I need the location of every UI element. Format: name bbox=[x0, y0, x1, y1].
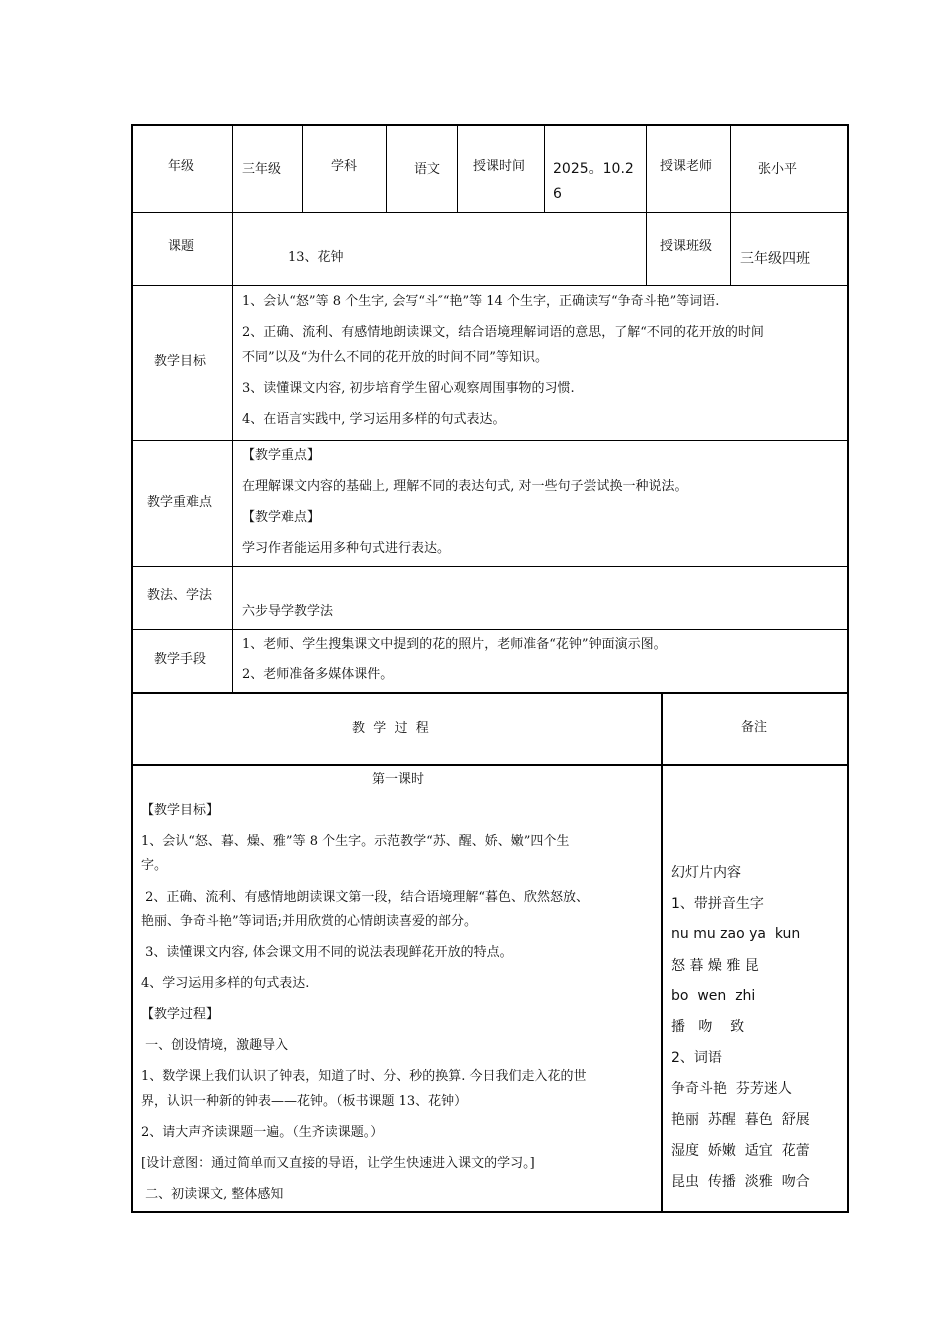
process-line: 艳丽、争奇斗艳”等词语;并用欣赏的心情朗读喜爱的部分。 bbox=[141, 914, 478, 929]
teacher-value: 张小平 bbox=[758, 162, 798, 177]
means-line: 2、老师准备多媒体课件。 bbox=[242, 667, 394, 682]
process-line: 1、数学课上我们认识了钟表，知道了时、分、秒的换算. 今日我们走入花的世 bbox=[141, 1069, 587, 1084]
table-border-left bbox=[131, 124, 133, 1213]
row-divider bbox=[131, 692, 849, 694]
process-line: 3、读懂课文内容, 体会课文用不同的说法表现鲜花开放的特点。 bbox=[141, 945, 513, 960]
remarks-line: 湿度 娇嫩 适宜 花蕾 bbox=[671, 1143, 810, 1159]
remarks-line: bo wen zhi bbox=[671, 988, 756, 1004]
col-divider bbox=[232, 124, 233, 693]
col-divider bbox=[457, 124, 458, 213]
class-label: 授课班级 bbox=[660, 239, 713, 254]
remarks-line: 播 吻 致 bbox=[671, 1019, 745, 1035]
key-points-label: 教学重难点 bbox=[147, 495, 213, 510]
process-line: 字。 bbox=[141, 858, 168, 873]
grade-value: 三年级 bbox=[242, 162, 282, 177]
key-point-line: 【教学重点】 bbox=[242, 448, 321, 463]
time-label: 授课时间 bbox=[473, 159, 526, 174]
process-line: [设计意图：通过简单而又直接的导语，让学生快速进入课文的学习。] bbox=[141, 1156, 535, 1171]
remarks-line: 2、词语 bbox=[671, 1050, 722, 1066]
process-header: 教 学 过 程 bbox=[352, 721, 429, 736]
process-line: 2、正确、流利、有感情地朗读课文第一段，结合语境理解“暮色、欣然怒放、 bbox=[141, 890, 590, 905]
process-line: 1、会认“怒、暮、燥、雅”等 8 个生字。示范教学“苏、醒、娇、嫩”四个生 bbox=[141, 834, 570, 849]
col-divider bbox=[661, 693, 663, 1213]
process-line: 4、学习运用多样的句式表达. bbox=[141, 976, 310, 991]
col-divider bbox=[386, 124, 387, 213]
objective-line: 不同”以及“为什么不同的花开放的时间不同”等知识。 bbox=[242, 350, 548, 365]
remarks-line: 幻灯片内容 bbox=[671, 865, 741, 881]
means-label: 教学手段 bbox=[154, 652, 207, 667]
process-line: 【教学目标】 bbox=[141, 803, 220, 818]
topic-label: 课题 bbox=[168, 239, 195, 254]
objective-line: 4、在语言实践中, 学习运用多样的句式表达。 bbox=[242, 412, 506, 427]
process-line: 2、请大声齐读课题一遍。（生齐读课题。） bbox=[141, 1125, 384, 1140]
process-line: 界，认识一种新的钟表——花钟。（板书课题 13、花钟） bbox=[141, 1094, 468, 1109]
key-point-line: 学习作者能运用多种句式进行表达。 bbox=[242, 541, 451, 556]
remarks-line: 争奇斗艳 芬芳迷人 bbox=[671, 1081, 792, 1097]
table-border-top bbox=[131, 124, 849, 126]
means-line: 1、老师、学生搜集课文中提到的花的照片，老师准备“花钟”钟面演示图。 bbox=[242, 637, 667, 652]
remarks-line: nu mu zao ya kun bbox=[671, 926, 801, 942]
time-value-line2: 6 bbox=[553, 186, 562, 202]
col-divider bbox=[544, 124, 545, 213]
process-line: 一、创设情境，激趣导入 bbox=[141, 1038, 289, 1053]
subject-value: 语文 bbox=[414, 162, 441, 177]
table-border-right bbox=[847, 124, 849, 1213]
row-divider bbox=[131, 285, 849, 286]
col-divider bbox=[646, 124, 647, 286]
method-label: 教法、学法 bbox=[147, 588, 213, 603]
process-line: 【教学过程】 bbox=[141, 1007, 220, 1022]
objective-line: 2、正确、流利、有感情地朗读课文，结合语境理解词语的意思，了解“不同的花开放的时间 bbox=[242, 325, 764, 340]
class-value: 三年级四班 bbox=[740, 251, 810, 267]
objectives-label: 教学目标 bbox=[154, 354, 207, 369]
subject-label: 学科 bbox=[331, 159, 358, 174]
objective-line: 3、读懂课文内容, 初步培育学生留心观察周围事物的习惯. bbox=[242, 381, 575, 396]
topic-value: 13、花钟 bbox=[288, 250, 344, 265]
col-divider bbox=[302, 124, 303, 213]
row-divider bbox=[131, 764, 849, 766]
table-border-bottom bbox=[131, 1211, 849, 1213]
col-divider bbox=[730, 124, 731, 286]
remarks-header: 备注 bbox=[741, 720, 768, 735]
grade-label: 年级 bbox=[168, 159, 195, 174]
remarks-line: 艳丽 苏醒 暮色 舒展 bbox=[671, 1112, 810, 1128]
remarks-line: 昆虫 传播 淡雅 吻合 bbox=[671, 1174, 810, 1190]
key-point-line: 【教学难点】 bbox=[242, 510, 321, 525]
time-value-line1: 2025。10.2 bbox=[553, 161, 634, 177]
process-line: 第一课时 bbox=[372, 772, 425, 787]
process-line: 二、初读课文, 整体感知 bbox=[141, 1187, 284, 1202]
remarks-line: 怒 暮 燥 雅 昆 bbox=[671, 958, 759, 974]
key-point-line: 在理解课文内容的基础上, 理解不同的表达句式, 对一些句子尝试换一种说法。 bbox=[242, 479, 688, 494]
objective-line: 1、会认“怒”等 8 个生字, 会写“斗″“艳”等 14 个生字，正确读写“争奇斗艳”等词语. bbox=[242, 294, 720, 309]
row-divider bbox=[131, 566, 849, 567]
remarks-line: 1、带拼音生字 bbox=[671, 896, 764, 912]
row-divider bbox=[131, 440, 849, 441]
method-value: 六步导学教学法 bbox=[242, 604, 334, 619]
row-divider bbox=[131, 629, 849, 630]
row-divider bbox=[131, 212, 849, 213]
teacher-label: 授课老师 bbox=[660, 159, 713, 174]
